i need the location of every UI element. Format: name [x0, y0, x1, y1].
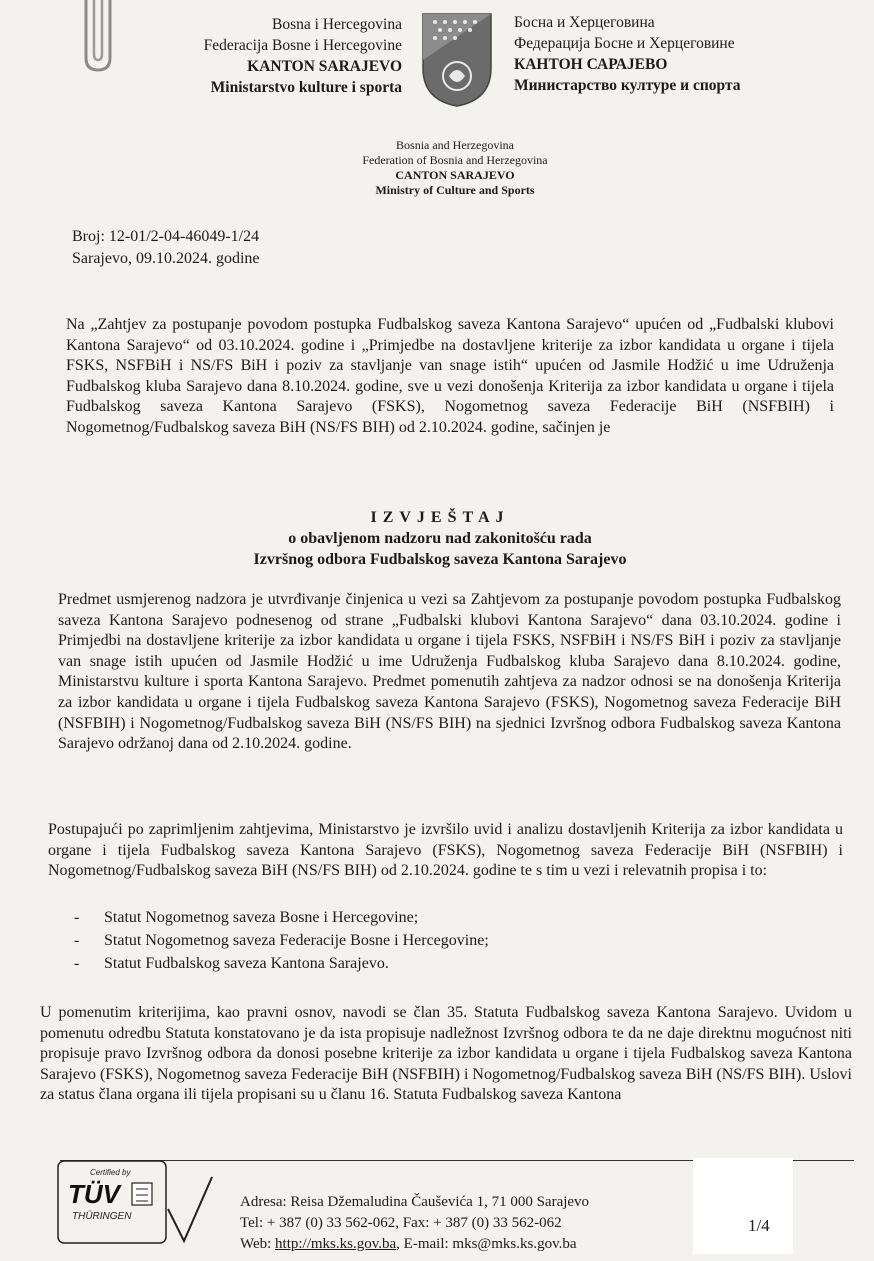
document-meta [72, 226, 260, 270]
document-date: Sarajevo, 09.10.2024. godine [72, 250, 260, 267]
report-title-line-3: Izvršnog odbora Fudbalskog saveza Kantona Sarajevo [253, 551, 627, 568]
review-paragraph: Postupajući po zaprimljenim zahtjevima, Ministarstvo je izvršilo uvid i analizu dostavljenih Kriterija za izbor kandidata u organe i tijela Fudbalskog saveza Kantona Sarajevo (FSKS), Nogometnog saveza Federacije BiH (NSFBIH) i Nogometnog/Fudbalskog saveza BiH (NS/FS BIH) od 2.10.2024. godine te s tim u vezi i relevatnih propisa i to: [48, 821, 843, 880]
statute-list [70, 906, 489, 975]
header-english [300, 138, 610, 198]
header-left-line-2: Federacija Bosne i Hercegovine [203, 37, 402, 54]
list-item: - Statut Fudbalskog saveza Kantona Sarajevo. [70, 952, 489, 975]
report-title-main: IZVJEŠTAJ [370, 509, 510, 526]
header-right-canton: КАНТОН САРАЈЕВО [514, 56, 668, 73]
header-right [514, 12, 854, 96]
list-item: - Statut Nogometnog saveza Federacije Bosne i Hercegovine; [70, 929, 489, 952]
header-right-line-2: Федерација Босне и Херцеговине [514, 35, 735, 52]
website-link[interactable]: http://mks.ks.gov.ba [275, 1236, 397, 1252]
header-en-ministry: Ministry of Culture and Sports [375, 183, 535, 197]
footer-web [240, 1234, 589, 1255]
list-item: - Statut Nogometnog saveza Bosne i Hercegovine; [70, 906, 489, 929]
header-right-ministry: Министарство културе и спорта [514, 77, 741, 94]
tuv-brand-text: TÜV [68, 1179, 120, 1209]
footer-web-label: Web: [240, 1236, 276, 1252]
header-left-canton: KANTON SARAJEVO [247, 58, 402, 75]
subject-paragraph: Predmet usmjerenog nadzora je utvrđivanje činjenica u vezi sa Zahtjevom za postupanje povodom postupka Fudbalskog saveza Kantona Sarajevo podnesenog od strane „Fudbalski klubovi Kantona Sarajevo“ dana 03.10.2024. godine i Primjedbi na dostavljene kriterije za izbor kandidata u organe i tijela FSKS, NSFBiH i NS/FS BiH i poziv za stavljanje van snage istih upućen od Jasmile Hodžić u ime Udruženja Fudbalskog kluba Sarajevo dana 8.10.2024. godine, Ministarstvu kulture i sporta Kantona Sarajevo. Predmet pomenutih zahtjeva za nadzor odnosi se na donošenja Kriterija za izbor kandidata u organe i tijela Fudbalskog saveza Kantona Sarajevo (FSKS), Nogometnog saveza Federacije BiH (NSFBIH) i Nogometnog/Fudbalskog saveza BiH (NS/FS BIH) na sjednici Izvršnog odbora Fudbalskog saveza Kantona Sarajevo održanoj dana od 2.10.2024. godine. [58, 591, 841, 753]
header-left-ministry: Ministarstvo kulture i sporta [210, 79, 402, 96]
redaction-box [693, 1158, 793, 1254]
document-number: Broj: 12-01/2-04-46049-1/24 [72, 228, 260, 245]
coat-of-arms-icon [421, 12, 493, 108]
criteria-paragraph: U pomenutim kriterijima, kao pravni osnov, navodi se član 35. Statuta Fudbalskog saveza Kantona Sarajevo. Uvidom u pomenutu odredbu Statuta konstatovano je da ista propisuje nadležnost Izvršnog odbora te da ne daje direktnu mogućnost niti propisuje pravo Izvršnog odbora da donosi posebne kriterije za izbor kandidata u organe i tijela Fudbalskog saveza Kantona Sarajevo (FSKS), Nogometnog saveza Federacije BiH (NSFBIH) i Nogometnog/Fudbalskog saveza BiH (NS/FS BIH). Uslovi za status člana organa ili tijela propisani su u članu 16. Statuta Fudbalskog saveza Kantona [40, 1004, 852, 1104]
footer-contact [240, 1192, 589, 1255]
paperclip-icon [76, 0, 120, 74]
intro-paragraph: Na „Zahtjev za postupanje povodom postupka Fudbalskog saveza Kantona Sarajevo“ upućen od „Fudbalski klubovi Kantona Sarajevo“ od 03.10.2024. godine i „Primjedbe na dostavljene kriterije za izbor kandidata u organe i tijela FSKS, NSFBiH i NS/FS BiH i poziv za stavljanje van snage istih“ upućen od Jasmile Hodžić u ime Udruženja Fudbalskog kluba Sarajevo dana 8.10.2024. godine, sve u vezi donošenja Kriterija za izbor kandidata u organe i tijela Fudbalskog saveza Kantona Sarajevo (FSKS), Nogometnog saveza Federacije BiH (NSFBIH) i Nogometnog/Fudbalskog saveza BiH (NS/FS BIH) od 2.10.2024. godine, sačinjen je [66, 316, 834, 436]
tuv-region-text: THÜRINGEN [72, 1211, 132, 1222]
header-left-line-1: Bosna i Hercegovina [272, 16, 402, 33]
tuv-certified-text: Certified by [90, 1168, 131, 1177]
header-en-line-1: Bosnia and Herzegovina [396, 138, 514, 152]
header-right-line-1: Босна и Херцеговина [514, 14, 655, 31]
header-left [150, 14, 402, 98]
report-title [180, 507, 700, 570]
report-title-line-2: o obavljenom nadzoru nad zakonitošću rada [288, 530, 592, 547]
header-en-line-2: Federation of Bosnia and Herzegovina [362, 153, 548, 167]
page-number: 1/4 [748, 1216, 770, 1235]
footer-phone: Tel: + 387 (0) 33 562-062, Fax: + 387 (0) 33 562-062 [240, 1215, 562, 1231]
footer-address: Adresa: Reisa Džemaludina Čauševića 1, 71 000 Sarajevo [240, 1194, 590, 1210]
footer-email: , E-mail: mks@mks.ks.gov.ba [396, 1236, 577, 1252]
tuv-certification-logo [56, 1157, 216, 1253]
header-en-canton: CANTON SARAJEVO [395, 168, 515, 182]
